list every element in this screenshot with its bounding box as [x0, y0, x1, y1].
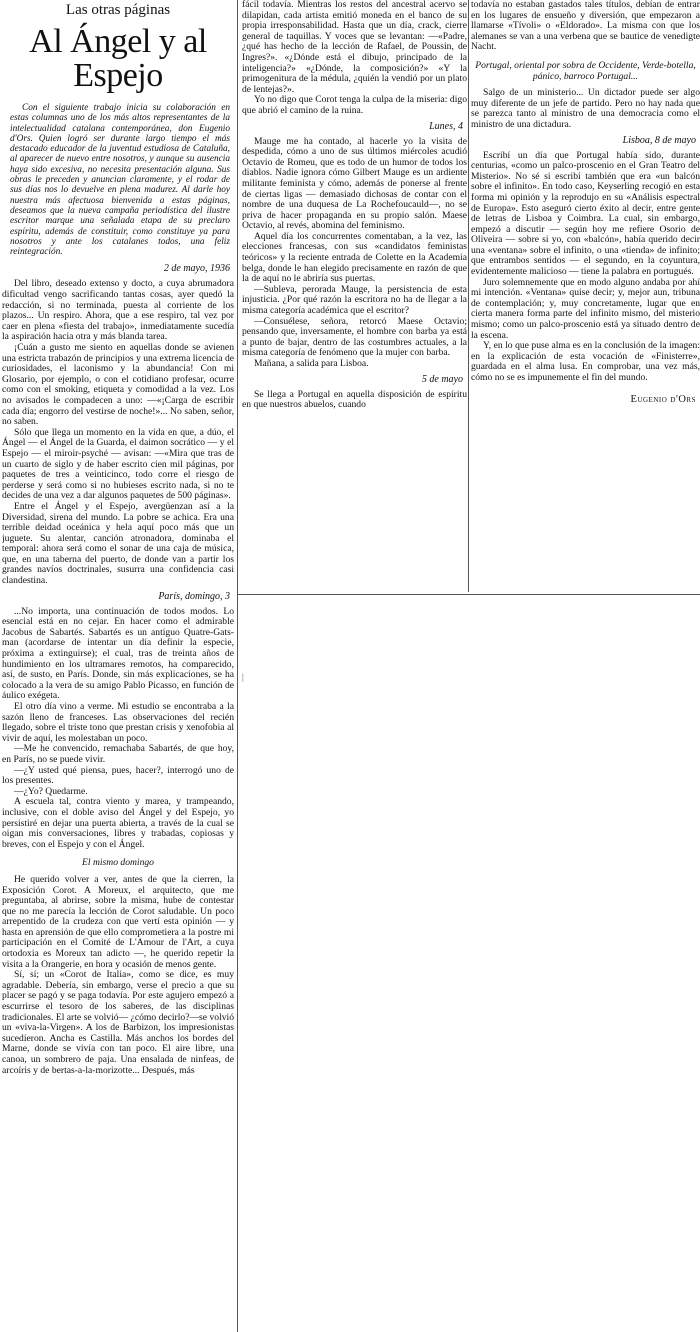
- paragraph: A escuela tal, contra viento y marea, y trampeando, inclusive, con el doble aviso del Ángel y del Espejo, yo persistiré en dejar una puerta abierta, a través de la cual se oigan mis conversaciones, libres y trabadas, copiosas y breves, con el Espejo y con el Ángel.: [2, 796, 234, 850]
- paragraph: Sólo que llega un momento en la vida en que, a dúo, el Ángel — el Ángel de la Guarda, el daimon socrático — y el Espejo — el miroir-psyché — avisan: —«Mira que tras de un cuarto de siglo y de haber escrito cien mil páginas, por paquetes de tres a veinticinco, todo corre el riesgo de perderse y será como si no hubieses escrito nada, si no te decides de una vez a dar algunos paquetes de 500 páginas».: [2, 426, 234, 502]
- editor-introduction: Con el siguiente trabajo inicia su colaboración en estas columnas uno de los más altos representantes de la intelectualidad catalana contemporánea, don Eugenio d'Ors. Quien logró ser durante largo tiempo el más destacado educador de la juventud estudiosa de Cataluña, al aparecer de nuevo entre nosotros, y aunque su ausencia haya sido excesiva, no necesita presentación alguna. Sus obras le preceden y anuncian claramente, y el rodar de sus días nos lo devuelve en plena madurez. Al darle hoy nuestra más afectuosa bienvenida a estas páginas, deseamos que la nueva campaña periodística del ilustre escritor marque una señalada etapa de su preclaro espíritu, además de constituir, como constituye ya para nosotros y ante los catalanes todos, una feliz reintegración.: [10, 103, 230, 258]
- paragraph: —¿Y usted qué piensa, pues, hacer?, interrogó uno de los presentes.: [2, 764, 234, 787]
- paragraph: ...No importa, una continuación de todos modos. Lo esencial está en no cejar. En hacer como el admirable Jacobus de Sabartés. Sabartés es un antiguo Quatre-Gats-man (acordarse de intentar un día definir la especie, próxima a extinguirse); el cual, tras de treinta años de hundimiento en los ultramares remotos, ha comparecido, así, de susto, en París. Donde, sin más explicaciones, se ha colocado a la vera de su amigo Pablo Picasso, en función de áulico exégeta.: [2, 605, 234, 702]
- stray-mark: |: [242, 672, 244, 682]
- headline: Al Ángel y al Espejo: [29, 23, 207, 94]
- article-column-3: [471, 0, 700, 592]
- paragraph: Y, en lo que puse alma es en la conclusión de la imagen: en la explicación de esta vocación de «Finisterre», guardada en el alma lusa. En comprobar, una vez más, cómo no se es impunemente el fin del mundo.: [471, 340, 700, 383]
- column-rule-left: [237, 0, 238, 1332]
- paragraph: —Consuélese, señora, retorcó Maese Octavio; pensando que, inversamente, el hombre con barba ya está a punto de bajar, dentro de las costumbres actuales, a la misma categoría de fenómeno que la mujer con barba.: [242, 315, 467, 359]
- author-signature: Eugenio d'Ors: [630, 393, 696, 405]
- subheading: Portugal, oriental por sobra de Occidente, Verde-botella, pánico, barroco Portugal...: [475, 59, 696, 82]
- dateline: París, domingo, 3: [158, 590, 230, 602]
- paragraph: —¿Yo? Quedarme.: [14, 785, 88, 797]
- paragraph: ¡Cuán a gusto me siento en aquellas donde se avienen una estricta trabazón de principios y una extrema licencia de curiosidades, el laconismo y la abundancia! Con mi Glosario, por ejemplo, o con el cotidiano profesar, ocurre como con el smoking, etiqueta y comodidad a la vez. Los no avisados le compadecen a uno: —«¡Carga de escribir cada día; engorro del vestirse de noche!»... No saben, señor, no saben.: [2, 342, 234, 428]
- paragraph: Salgo de un ministerio... Un dictador puede ser algo muy diferente de un jefe de partido. Pero no hay nada que se parezca tanto al ministro de una democracia como el ministro de una dictadura.: [471, 87, 700, 130]
- subheading: El mismo domingo: [82, 857, 154, 869]
- paragraph: El otro día vino a verme. Mi estudio se encontraba a la sazón lleno de franceses. Las observaciones del recién llegado, sobre el triste tono que prestan crisis y xenofobia al vivir de aquí, les molestaban un poco.: [2, 701, 234, 744]
- dateline: Lunes, 4: [429, 120, 463, 132]
- paragraph: todavía no estaban gastados tales títulos, debían de entrar en los lugares de ensueño y diversión, que empezaron a llamarse «Tívoli» o «Eldorado». La misma con que los alemanes se van a una verbena que se bautice de venedigte Nacht.: [471, 0, 700, 53]
- paragraph: He querido volver a ver, antes de que la cierren, la Exposición Corot. A Moreux, el arquitecto, que me preguntaba, al abrirse, sobre la misma, hube de contestar que no me parecía la lección de Corot saludable. Un poco arrepentido de la crudeza con que vertí esta opinión — y hasta en aprensión de que ello comprometiera a la postre mi participación en el Comité de L'Amour de l'Art, a cuya ortodoxia es Moreux tan adicto —, he querido repetir la visita a la Orangerie, en hora y ocasión de menos gente.: [2, 873, 234, 970]
- paragraph: —Subleva, perorada Mauge, la persistencia de esta injusticia. ¿Por qué razón la escritora no ha de llegar a la misma categoría académica que el escritor?: [242, 283, 467, 317]
- paragraph: —Me he convencido, remachaba Sabartés, de que hoy, en París, no se puede vivir.: [2, 743, 234, 765]
- paragraph: Aquel día los concurrentes comentaban, a la vez, las elecciones francesas, con sus «candidatos feministas teóricos» y la reciente entrada de Colette en la Academia belga, donde le han elegido precisamente en razón de que la de aquí no le abriría sus puertas.: [242, 230, 467, 285]
- section-end-rule: [238, 594, 700, 595]
- paragraph: fácil todavía. Mientras los restos del ancestral acervo se dilapidan, cada artista emitió moneda en el banco de su propia irresponsabilidad. Hasta que un día, crack, cierre general de taquillas. Y voces que se levantan: —«Padre, ¿qué has hecho de la lección de Rafael, de Poussin, de Ingres?». «¿Dónde está el dibujo, principado de la inteligencia?» «¿Dónde, la composición?» «Y la primogenitura de la médula, ¿quién la vendió por un plato de lentejas?».: [242, 0, 467, 95]
- column-rule-right: [468, 0, 469, 592]
- section-title: Las otras páginas: [65, 2, 171, 18]
- article-column-1: [2, 0, 234, 1332]
- paragraph: Sí, sí; un «Corot de Italia», como se dice, es muy agradable. Debería, sin embargo, verse el precio a que su placer se pagó y se paga todavía. Por este agujero empezó a escurrirse el tesoro de los saberes, de las disciplinas tradicionales. El arte se volvió— ¿cómo decirlo?—se volvió un «viva-la-Virgen». A los de Barbizon, los impresionistas sucedieron. Ancha es Castilla. Más anchos los bordes del Marne, donde se vivía con tan poco. El aire libre, una canoa, un sombrero de paja. Una ensalada de ninfeas, de arcoíris y de bertas-a-la-morizotte... Después, más: [2, 969, 234, 1076]
- paragraph: Del libro, deseado extenso y docto, a cuya abrumadora dificultad vengo sacrificando tantas cosas, ayer quedó la redacción, si no terminada, puesta al corriente de los plazos... Un respiro. Ahora, que a ese respiro, tal vez por caer en plena «fiesta del trabajo», inmediatamente sucedía la aspiración hacia otra y más blanda tarea.: [2, 278, 234, 343]
- paragraph: Se llega a Portugal en aquella disposición de espíritu en que nuestros abuelos, cuando: [242, 388, 467, 411]
- paragraph: Entre el Ángel y el Espejo, avergüenzan así a la Diversidad, sirena del mundo. La pobre se achica. Era una terrible deidad oceánica y hela aquí poco más que un juguete. Su alentar, canción atronadora, dominaba el temporal: ahora será como el sonar de una caja de música, que, en una taberna del puerto, de donde van a partir los grandes navíos doctrinales, susurra una confidencia casi clandestina.: [2, 500, 234, 587]
- dateline: 2 de mayo, 1936: [163, 263, 230, 275]
- article-column-2: [242, 0, 467, 592]
- paragraph: Escribí un día que Portugal había sido, durante centurias, «como un palco-proscenio en el Gran Teatro del Misterio». No sé si escribí también que era «un balcón sobre el infinito». En todo caso, Keyserling recogió en esta forma mi opinión y la reprodujo en su «Análisis espectral de Europa». Esto aseguró cierto éxito al decir, entre gente de letras de Lisboa y Coimbra. La cual, sin embargo, empezó a discutir — según hoy me refiere Osorio de Oliveira — sobre si yo, con «balcón», había querido decir una «ventana» sobre el infinito, o una «tienda» de infinito; que entrambos sentidos — el segundo, en la coyuntura, evidentemente malicioso — tiene la palabra en portugués.: [471, 149, 700, 278]
- paragraph: Mañana, a salida para Lisboa.: [254, 358, 369, 369]
- dateline: Lisboa, 8 de mayo: [622, 134, 696, 146]
- paragraph: Mauge me ha contado, al hacerle yo la visita de despedida, cómo a uno de sus últimos miércoles acudió Octavio de Romeu, que es todo de un humor de todos los diablos. Nadie ignora cómo Gilbert Mauge es un ardiente militante feminista y cómo, además de ponerse al frente de ciertas ligas — demasiado dichosas de contar con el nombre de una duquesa de La Rochefoucauld—, no se priva de hacer propaganda en su propio salón. Maese Octavio, al revés, abomina del feminismo.: [242, 135, 467, 232]
- paragraph: Juro solemnemente que en modo alguno andaba por ahí mi intención. «Ventana» quise decir; y, mejor aun, tribuna de contemplación; y, muy concretamente, lugar que en cierta manera forma parte del infinito mismo, del misterio mismo; como un palco-proscenio está ya situado dentro de la escena.: [471, 276, 700, 341]
- paragraph: Yo no digo que Corot tenga la culpa de la miseria: digo que abrió el camino de la ruina.: [242, 94, 467, 116]
- dateline: 5 de mayo: [421, 373, 463, 385]
